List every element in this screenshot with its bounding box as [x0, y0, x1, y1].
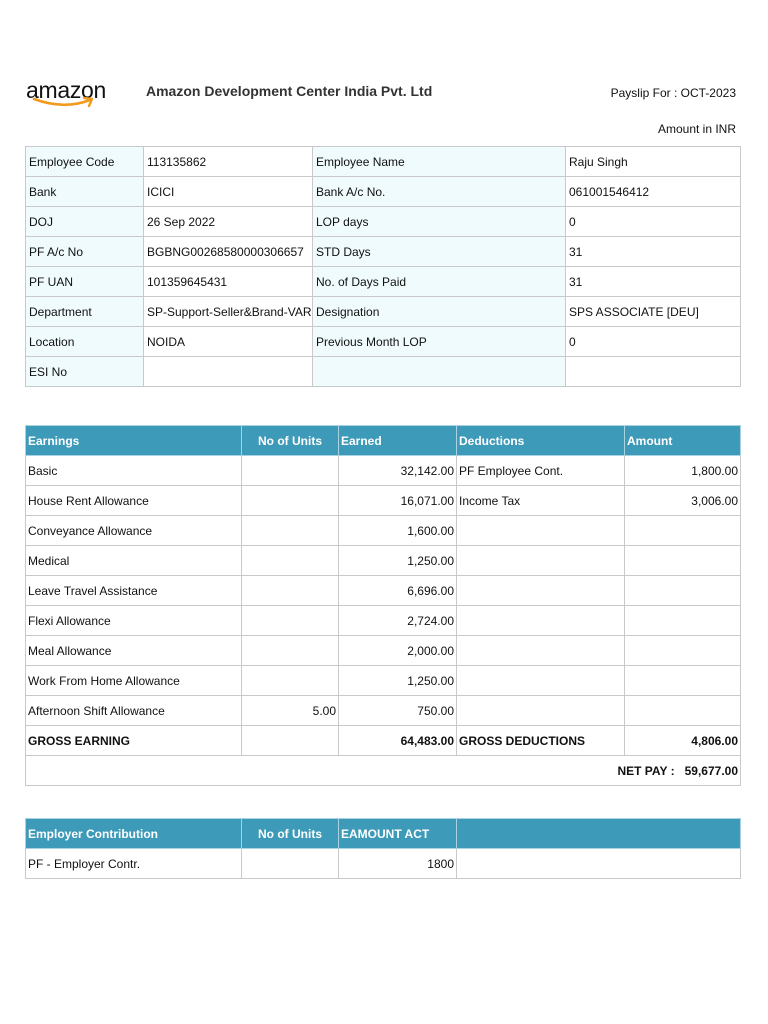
earning-name: Leave Travel Assistance	[26, 576, 242, 606]
field-value: BGBNG00268580000306657	[144, 237, 313, 267]
field-value: Raju Singh	[566, 147, 741, 177]
field-value: SP-Support-Seller&Brand-VAR	[144, 297, 313, 327]
employer-body	[26, 849, 741, 879]
earning-amount: 1,600.00	[339, 516, 457, 546]
field-value: ICICI	[144, 177, 313, 207]
field-value: NOIDA	[144, 327, 313, 357]
amazon-logo	[26, 76, 107, 112]
gross-deductions-label: GROSS DEDUCTIONS	[457, 726, 625, 756]
earnings-row	[26, 576, 741, 606]
payslip-header	[0, 0, 768, 140]
deduction-amount	[625, 576, 741, 606]
earning-units	[242, 486, 339, 516]
gross-earning-value: 64,483.00	[339, 726, 457, 756]
field-value: 113135862	[144, 147, 313, 177]
deduction-name	[457, 546, 625, 576]
amount-header: Amount	[625, 426, 741, 456]
field-label: Bank	[26, 177, 144, 207]
currency-note: Amount in INR	[657, 122, 736, 136]
field-value	[144, 357, 313, 387]
employee-info-body	[26, 147, 741, 387]
employee-info-row	[26, 327, 741, 357]
deduction-name	[457, 516, 625, 546]
deduction-amount	[625, 666, 741, 696]
deduction-amount: 1,800.00	[625, 456, 741, 486]
earning-name: Afternoon Shift Allowance	[26, 696, 242, 726]
employee-info-row	[26, 207, 741, 237]
field-value: 31	[566, 237, 741, 267]
net-pay-row	[26, 756, 741, 786]
field-label: Designation	[313, 297, 566, 327]
field-label: STD Days	[313, 237, 566, 267]
field-label: PF UAN	[26, 267, 144, 297]
earnings-row	[26, 516, 741, 546]
employer-header-row	[26, 819, 741, 849]
company-name: Amazon Development Center India Pvt. Ltd	[146, 83, 433, 99]
earning-name: Flexi Allowance	[26, 606, 242, 636]
earning-name: Conveyance Allowance	[26, 516, 242, 546]
earnings-row	[26, 666, 741, 696]
gross-deductions-value: 4,806.00	[625, 726, 741, 756]
field-value: 061001546412	[566, 177, 741, 207]
earnings-header-row	[26, 426, 741, 456]
deduction-amount	[625, 606, 741, 636]
earning-units: 5.00	[242, 696, 339, 726]
earning-units	[242, 576, 339, 606]
gross-units-cell	[242, 726, 339, 756]
earning-name: House Rent Allowance	[26, 486, 242, 516]
earning-amount: 1,250.00	[339, 666, 457, 696]
field-value: 0	[566, 327, 741, 357]
earnings-row	[26, 546, 741, 576]
earnings-body	[26, 456, 741, 726]
deduction-name	[457, 636, 625, 666]
field-label: Bank A/c No.	[313, 177, 566, 207]
field-label: Previous Month LOP	[313, 327, 566, 357]
field-value: 0	[566, 207, 741, 237]
employee-info-row	[26, 237, 741, 267]
net-pay-cell	[26, 756, 741, 786]
field-label: Location	[26, 327, 144, 357]
field-value: SPS ASSOCIATE [DEU]	[566, 297, 741, 327]
field-value: 26 Sep 2022	[144, 207, 313, 237]
earning-units	[242, 456, 339, 486]
earning-units	[242, 636, 339, 666]
field-label: Department	[26, 297, 144, 327]
deduction-name: PF Employee Cont.	[457, 456, 625, 486]
earning-units	[242, 666, 339, 696]
deduction-amount	[625, 516, 741, 546]
earning-amount: 750.00	[339, 696, 457, 726]
contribution-header: Employer Contribution	[26, 819, 242, 849]
field-value: 101359645431	[144, 267, 313, 297]
deduction-name	[457, 696, 625, 726]
employee-info-row	[26, 297, 741, 327]
earning-amount: 2,000.00	[339, 636, 457, 666]
logo-text: amazon	[26, 77, 107, 103]
employer-empty-header	[457, 819, 741, 849]
field-label: Employee Code	[26, 147, 144, 177]
earning-amount: 2,724.00	[339, 606, 457, 636]
net-pay-label: NET PAY :	[617, 763, 675, 778]
earning-name: Work From Home Allowance	[26, 666, 242, 696]
units-header: No of Units	[242, 426, 339, 456]
employer-amount-header: EAMOUNT ACT	[339, 819, 457, 849]
field-label: ESI No	[26, 357, 144, 387]
earning-amount: 16,071.00	[339, 486, 457, 516]
employee-info-row	[26, 147, 741, 177]
contribution-amount: 1800	[339, 849, 457, 879]
contribution-units	[242, 849, 339, 879]
employer-units-header: No of Units	[242, 819, 339, 849]
deduction-name	[457, 666, 625, 696]
earnings-row	[26, 606, 741, 636]
earning-amount: 32,142.00	[339, 456, 457, 486]
earnings-row	[26, 636, 741, 666]
payslip-period: Payslip For : OCT-2023	[610, 86, 736, 100]
employee-info-row	[26, 357, 741, 387]
field-label: Employee Name	[313, 147, 566, 177]
gross-row	[26, 726, 741, 756]
deduction-name: Income Tax	[457, 486, 625, 516]
employee-info-table	[25, 146, 741, 387]
earning-units	[242, 546, 339, 576]
field-value: 31	[566, 267, 741, 297]
deduction-name	[457, 606, 625, 636]
deductions-header: Deductions	[457, 426, 625, 456]
earnings-row	[26, 486, 741, 516]
smile-arrow-icon	[30, 96, 102, 110]
employer-row	[26, 849, 741, 879]
field-label	[313, 357, 566, 387]
contribution-name: PF - Employer Contr.	[26, 849, 242, 879]
employee-info-row	[26, 177, 741, 207]
earning-units	[242, 516, 339, 546]
earning-amount: 6,696.00	[339, 576, 457, 606]
deduction-amount: 3,006.00	[625, 486, 741, 516]
earning-amount: 1,250.00	[339, 546, 457, 576]
earning-name: Basic	[26, 456, 242, 486]
employee-info-row	[26, 267, 741, 297]
net-pay-value: 59,677.00	[684, 763, 738, 778]
deduction-amount	[625, 546, 741, 576]
employer-contribution-table	[25, 818, 741, 879]
deduction-amount	[625, 636, 741, 666]
gross-earning-label: GROSS EARNING	[26, 726, 242, 756]
deduction-amount	[625, 696, 741, 726]
field-label: LOP days	[313, 207, 566, 237]
earning-units	[242, 606, 339, 636]
earning-name: Medical	[26, 546, 242, 576]
field-label: DOJ	[26, 207, 144, 237]
earning-name: Meal Allowance	[26, 636, 242, 666]
field-label: No. of Days Paid	[313, 267, 566, 297]
earned-header: Earned	[339, 426, 457, 456]
contribution-empty	[457, 849, 741, 879]
earnings-row	[26, 456, 741, 486]
field-label: PF A/c No	[26, 237, 144, 267]
earnings-row	[26, 696, 741, 726]
deduction-name	[457, 576, 625, 606]
earnings-header: Earnings	[26, 426, 242, 456]
earnings-deductions-table	[25, 425, 741, 786]
field-value	[566, 357, 741, 387]
